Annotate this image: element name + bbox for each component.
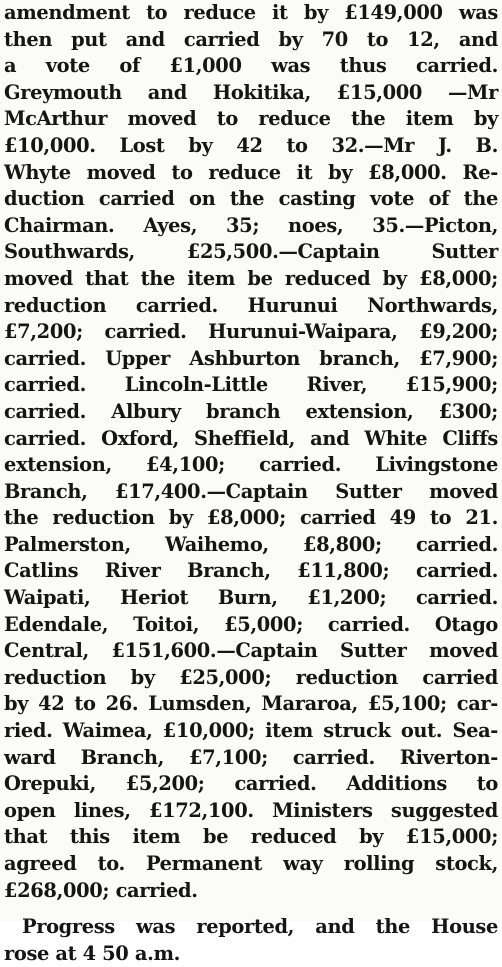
text-line: a vote of £1,000 was thus carried. [4,54,498,78]
paragraph-gap [4,904,498,914]
text-line: Orepuki, £5,200; carried. Additions to [4,772,498,796]
text-line: by 42 to 26. Lumsden, Mararoa, £5,100; car- [4,692,498,716]
text-line: £7,200; carried. Hurunui-Waipara, £9,200; [4,320,498,344]
text-line: moved that the item be reduced by £8,000; [4,266,498,290]
text-line: Whyte moved to reduce it by £8,000. Re- [4,160,498,184]
text-line: Waipati, Heriot Burn, £1,200; carried. [4,586,498,610]
text-line-last: £268,000; carried. [4,878,198,902]
text-line: agreed to. Permanent way rolling stock, [4,852,498,875]
text-line: Catlins River Branch, £11,800; carried. [4,559,498,583]
text-line: carried. Albury branch extension, £300; [4,399,498,423]
text-line: Branch, £17,400.—Captain Sutter moved [4,479,498,503]
text-line: open lines, £172,100. Ministers suggested [4,798,498,822]
text-line: Greymouth and Hokitika, £15,000 —Mr [4,80,498,104]
text-line: the reduction by £8,000; carried 49 to 21. [4,506,498,530]
text-line: ried. Waimea, £10,000; item struck out. Sea- [4,719,498,743]
text-line: then put and carried by 70 to 12, and [4,27,498,51]
text-line: Southwards, £25,500.—Captain Sutter [4,240,498,264]
text-line-last: rose at 4 50 a.m. [4,941,181,965]
text-line: ward Branch, £7,100; carried. Riverton- [4,745,498,769]
text-line: amendment to reduce it by £149,000 was [4,1,498,24]
text-line: Central, £151,600.—Captain Sutter moved [4,639,498,663]
text-line: reduction by £25,000; reduction carried [4,665,498,689]
text-line: Progress was reported, and the House [22,915,498,939]
text-line: McArthur moved to reduce the item by [4,107,498,131]
text-line: Chairman. Ayes, 35; noes, 35.—Picton, [4,213,498,237]
text-line: carried. Upper Ashburton branch, £7,900; [4,346,498,370]
text-line: that this item be reduced by £15,000; [4,825,498,849]
text-line: reduction carried. Hurunui Northwards, [4,293,498,317]
article-paragraph-main [4,0,498,904]
text-line: carried. Oxford, Sheffield, and White Cliffs [4,426,498,450]
article-column [4,0,498,967]
text-line: £10,000. Lost by 42 to 32.—Mr J. B. [4,133,498,157]
text-line: Palmerston, Waihemo, £8,800; carried. [4,532,498,556]
article-paragraph-closing [4,914,498,967]
text-line: extension, £4,100; carried. Livingstone [4,453,498,477]
text-line: duction carried on the casting vote of the [4,187,498,211]
text-line: Edendale, Toitoi, £5,000; carried. Otago [4,612,498,636]
text-line: carried. Lincoln-Little River, £15,900; [4,373,498,397]
